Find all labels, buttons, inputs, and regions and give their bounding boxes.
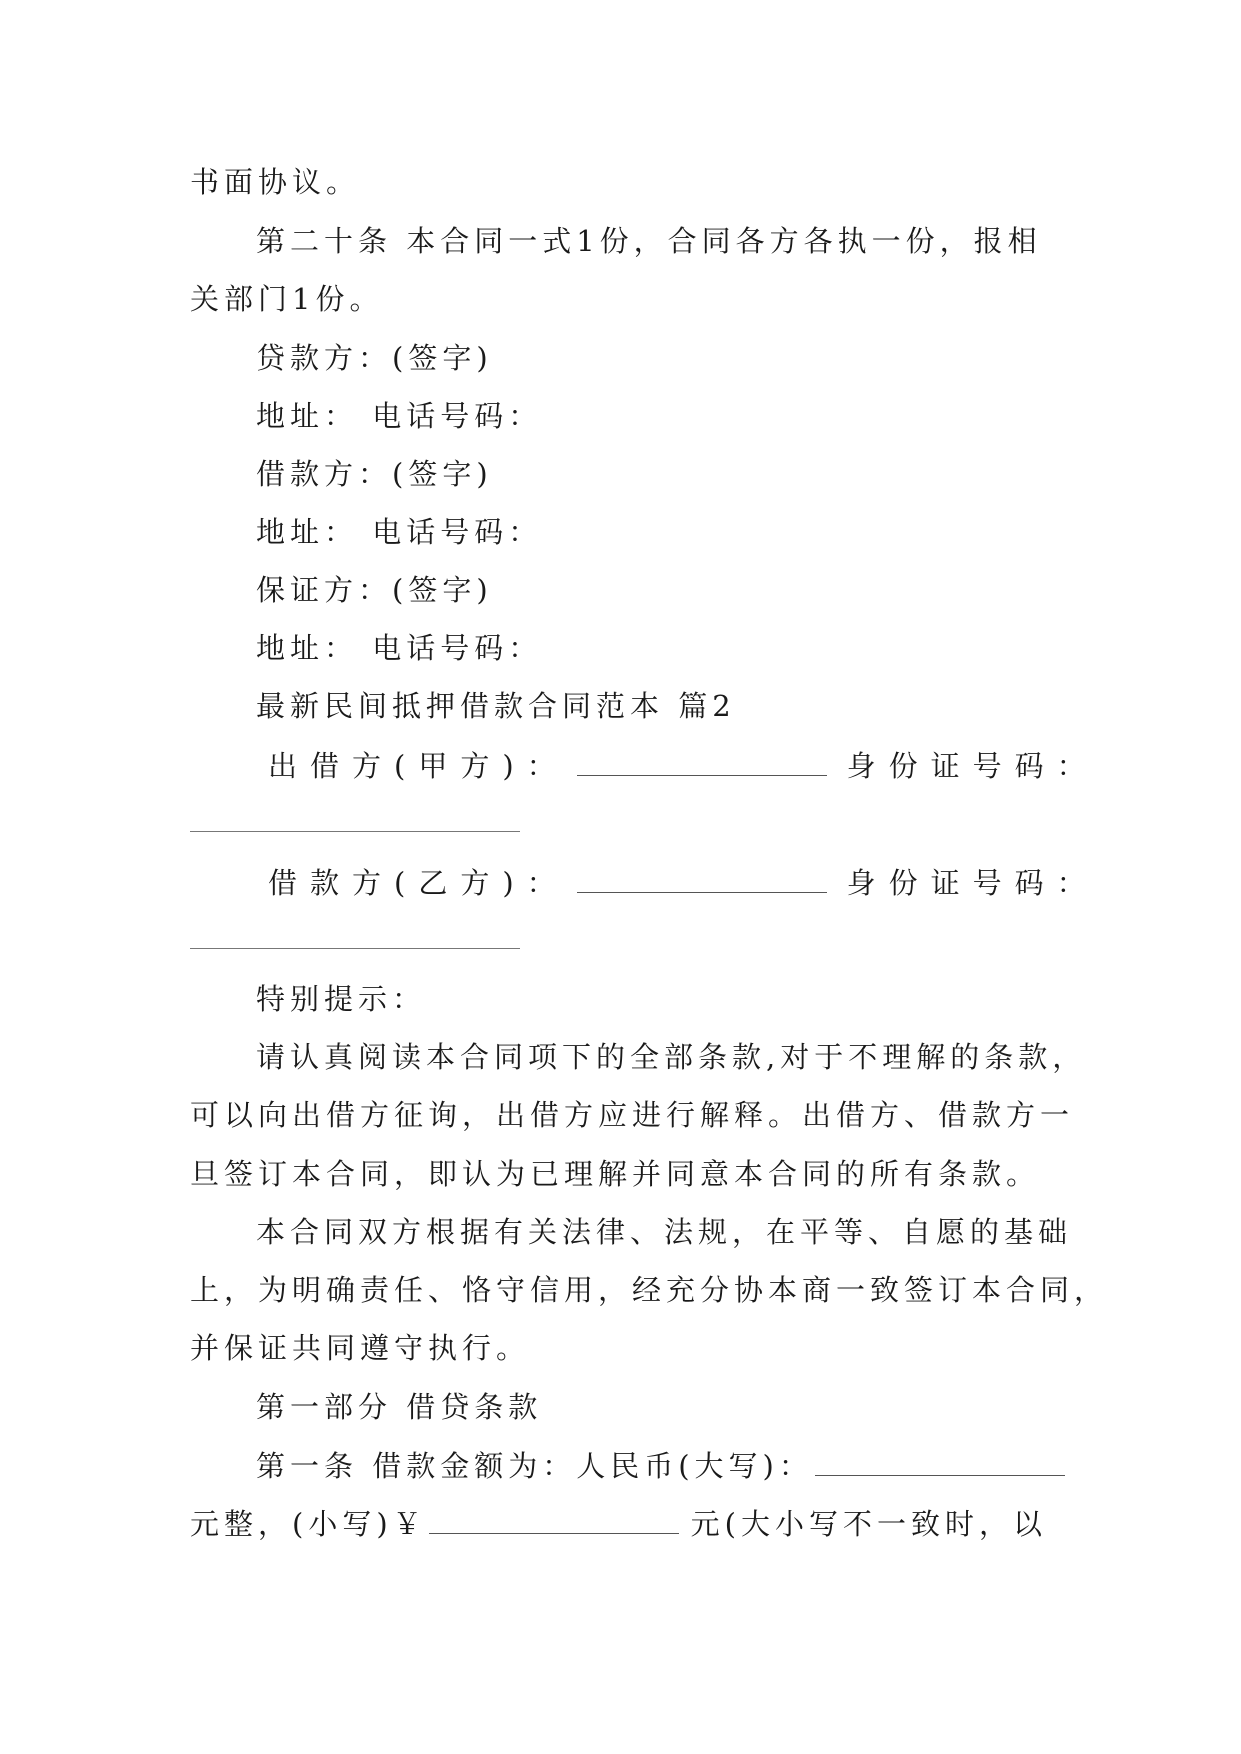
lender-address-line: 地址： 电话号码： (256, 399, 543, 433)
party-b-blank (577, 868, 827, 893)
party-b-label: 借款方(乙方)： (268, 866, 569, 900)
special-notice-heading: 特别提示： (256, 982, 427, 1016)
part-one-heading: 第一部分 借贷条款 (256, 1390, 543, 1424)
party-b-id-blank (190, 948, 520, 949)
party-b-line (268, 868, 1099, 898)
amount-note: 元(大小写不一致时，以 (690, 1507, 1047, 1541)
text-line: 本合同双方根据有关法律、法规，在平等、自愿的基础 (256, 1215, 1073, 1249)
party-a-label: 出借方(甲方)： (268, 749, 569, 783)
text-line: 关部门1份。 (190, 282, 384, 316)
borrower-address-line: 地址： 电话号码： (256, 515, 543, 549)
loan-amount-label: 第一条 借款金额为：人民币(大写)： (256, 1449, 813, 1483)
text-line: 请认真阅读本合同项下的全部条款,对于不理解的条款， (256, 1040, 1087, 1074)
article-1-line (256, 1451, 1065, 1481)
amount-figure-blank (429, 1509, 679, 1534)
amount-capital-blank (815, 1451, 1065, 1476)
text-line: 旦签订本合同，即认为已理解并同意本合同的所有条款。 (190, 1157, 1041, 1191)
party-a-blank (577, 751, 827, 776)
party-b-id-label: 身份证号码： (846, 866, 1099, 900)
party-a-id-blank (190, 831, 520, 832)
guarantor-signature-line: 保证方：(签字) (256, 573, 493, 607)
text-line: 可以向出借方征询，出借方应进行解释。出借方、借款方一 (190, 1098, 1075, 1132)
amount-line (190, 1509, 1047, 1539)
text-line: 书面协议。 (190, 165, 361, 199)
text-line: 并保证共同遵守执行。 (190, 1331, 531, 1365)
text-line: 上，为明确责任、恪守信用，经充分协本商一致签订本合同， (190, 1273, 1109, 1307)
party-a-id-label: 身份证号码： (846, 749, 1099, 783)
article-20-line: 第二十条 本合同一式1份，合同各方各执一份，报相 (256, 224, 1042, 258)
amount-lower-label: 元整，(小写)￥ (190, 1507, 427, 1541)
borrower-signature-line: 借款方：(签字) (256, 457, 493, 491)
lender-signature-line: 贷款方：(签字) (256, 341, 493, 375)
section-heading: 最新民间抵押借款合同范本 篇2 (256, 689, 736, 723)
guarantor-address-line: 地址： 电话号码： (256, 631, 543, 665)
party-a-line (268, 751, 1099, 781)
